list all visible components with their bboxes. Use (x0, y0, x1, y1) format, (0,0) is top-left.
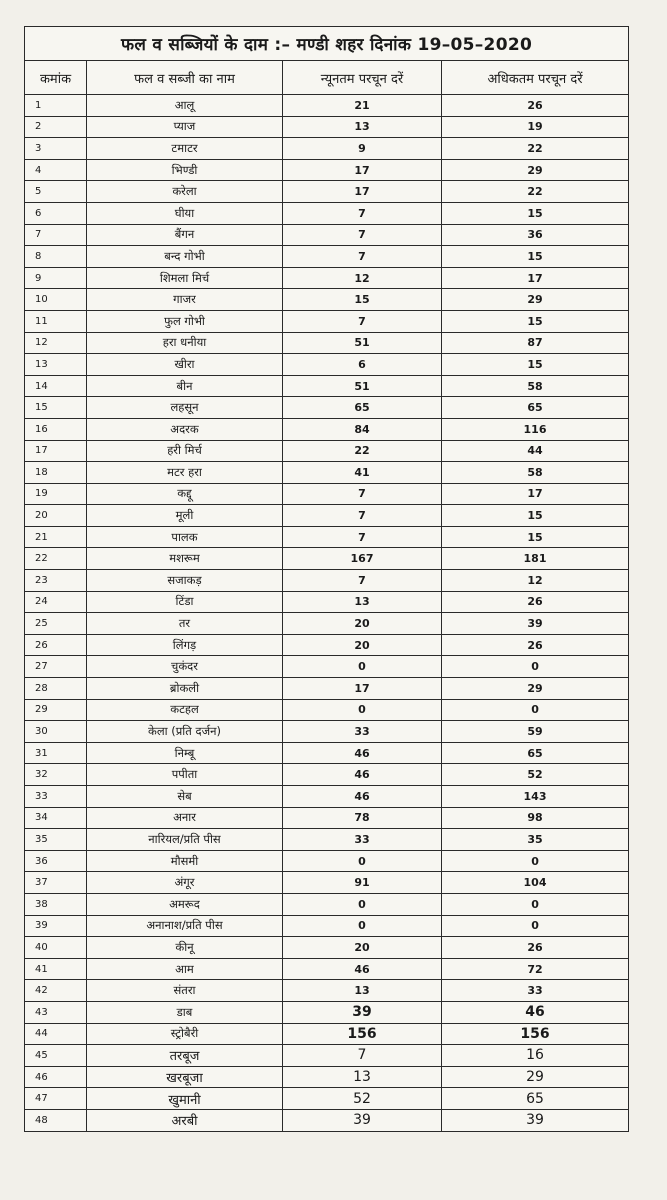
row-min-rate: 46 (283, 764, 442, 786)
row-min-rate: 7 (283, 526, 442, 548)
row-item-name: खरबूजा (87, 1066, 283, 1088)
row-min-rate: 7 (283, 224, 442, 246)
table-row (25, 397, 629, 419)
row-serial: 45 (25, 1045, 87, 1067)
row-item-name: आलू (87, 95, 283, 117)
row-max-rate: 15 (442, 505, 629, 527)
row-item-name: तरबूज (87, 1045, 283, 1067)
row-serial: 3 (25, 138, 87, 160)
row-min-rate: 7 (283, 1045, 442, 1067)
row-max-rate: 19 (442, 116, 629, 138)
row-max-rate: 0 (442, 850, 629, 872)
row-item-name: लहसून (87, 397, 283, 419)
row-serial: 9 (25, 267, 87, 289)
row-min-rate: 46 (283, 786, 442, 808)
table-row (25, 786, 629, 808)
row-min-rate: 46 (283, 742, 442, 764)
row-serial: 25 (25, 613, 87, 635)
row-item-name: हरी मिर्च (87, 440, 283, 462)
row-serial: 31 (25, 742, 87, 764)
row-min-rate: 15 (283, 289, 442, 311)
row-min-rate: 156 (283, 1023, 442, 1045)
row-max-rate: 46 (442, 1001, 629, 1023)
row-max-rate: 36 (442, 224, 629, 246)
table-row (25, 138, 629, 160)
row-serial: 5 (25, 181, 87, 203)
row-max-rate: 181 (442, 548, 629, 570)
row-item-name: हरा धनीया (87, 332, 283, 354)
page-title: फल व सब्जियों के दाम :– मण्डी शहर दिनांक 19–05–2020 (25, 27, 629, 61)
row-max-rate: 0 (442, 699, 629, 721)
row-serial: 12 (25, 332, 87, 354)
row-max-rate: 15 (442, 202, 629, 224)
row-min-rate: 0 (283, 893, 442, 915)
row-min-rate: 39 (283, 1109, 442, 1131)
row-min-rate: 39 (283, 1001, 442, 1023)
row-max-rate: 59 (442, 721, 629, 743)
row-max-rate: 29 (442, 289, 629, 311)
table-row (25, 613, 629, 635)
row-min-rate: 91 (283, 872, 442, 894)
row-serial: 13 (25, 354, 87, 376)
row-serial: 27 (25, 656, 87, 678)
row-min-rate: 9 (283, 138, 442, 160)
table-row (25, 850, 629, 872)
row-item-name: मौसमी (87, 850, 283, 872)
table-row (25, 872, 629, 894)
row-item-name: स्ट्रोबैरी (87, 1023, 283, 1045)
price-table (24, 26, 629, 1132)
row-item-name: मशरूम (87, 548, 283, 570)
row-item-name: मूली (87, 505, 283, 527)
row-min-rate: 21 (283, 95, 442, 117)
row-serial: 24 (25, 591, 87, 613)
header-serial: कमांक (25, 61, 87, 95)
row-serial: 42 (25, 980, 87, 1002)
row-min-rate: 13 (283, 980, 442, 1002)
row-item-name: बैंगन (87, 224, 283, 246)
row-max-rate: 65 (442, 742, 629, 764)
row-min-rate: 7 (283, 246, 442, 268)
table-row (25, 310, 629, 332)
row-min-rate: 17 (283, 159, 442, 181)
row-serial: 35 (25, 829, 87, 851)
row-max-rate: 29 (442, 678, 629, 700)
row-min-rate: 7 (283, 202, 442, 224)
table-row (25, 267, 629, 289)
row-min-rate: 12 (283, 267, 442, 289)
row-serial: 29 (25, 699, 87, 721)
row-max-rate: 58 (442, 375, 629, 397)
row-serial: 33 (25, 786, 87, 808)
row-min-rate: 0 (283, 699, 442, 721)
row-serial: 6 (25, 202, 87, 224)
row-item-name: सजाकड़ (87, 570, 283, 592)
table-row (25, 893, 629, 915)
row-item-name: भिण्डी (87, 159, 283, 181)
table-row (25, 202, 629, 224)
row-item-name: ब्रोकली (87, 678, 283, 700)
header-row (25, 61, 629, 95)
row-min-rate: 7 (283, 310, 442, 332)
row-serial: 4 (25, 159, 87, 181)
row-serial: 21 (25, 526, 87, 548)
row-max-rate: 44 (442, 440, 629, 462)
row-serial: 37 (25, 872, 87, 894)
row-min-rate: 78 (283, 807, 442, 829)
table-row (25, 332, 629, 354)
row-serial: 20 (25, 505, 87, 527)
row-serial: 39 (25, 915, 87, 937)
row-serial: 10 (25, 289, 87, 311)
row-item-name: लिंगड़ (87, 634, 283, 656)
table-row (25, 418, 629, 440)
row-min-rate: 20 (283, 634, 442, 656)
table-row (25, 462, 629, 484)
row-max-rate: 87 (442, 332, 629, 354)
row-item-name: फुल गोभी (87, 310, 283, 332)
row-min-rate: 33 (283, 829, 442, 851)
row-item-name: पपीता (87, 764, 283, 786)
table-row (25, 1045, 629, 1067)
table-row (25, 483, 629, 505)
table-row (25, 958, 629, 980)
row-item-name: निम्बू (87, 742, 283, 764)
header-item-name: फल व सब्जी का नाम (87, 61, 283, 95)
row-item-name: संतरा (87, 980, 283, 1002)
table-body (25, 95, 629, 1132)
row-item-name: आम (87, 958, 283, 980)
row-item-name: टमाटर (87, 138, 283, 160)
row-item-name: टिंडा (87, 591, 283, 613)
table-row (25, 1088, 629, 1110)
row-serial: 22 (25, 548, 87, 570)
row-max-rate: 15 (442, 354, 629, 376)
header-max-rate: अधिकतम परचून दरें (442, 61, 629, 95)
row-serial: 19 (25, 483, 87, 505)
row-item-name: कद्दू (87, 483, 283, 505)
row-item-name: अंगूर (87, 872, 283, 894)
row-serial: 43 (25, 1001, 87, 1023)
row-max-rate: 22 (442, 181, 629, 203)
row-min-rate: 22 (283, 440, 442, 462)
row-min-rate: 13 (283, 116, 442, 138)
table-row (25, 678, 629, 700)
row-max-rate: 29 (442, 1066, 629, 1088)
row-min-rate: 0 (283, 915, 442, 937)
row-serial: 32 (25, 764, 87, 786)
row-max-rate: 98 (442, 807, 629, 829)
row-serial: 47 (25, 1088, 87, 1110)
row-min-rate: 17 (283, 181, 442, 203)
row-min-rate: 84 (283, 418, 442, 440)
row-max-rate: 39 (442, 613, 629, 635)
row-max-rate: 35 (442, 829, 629, 851)
price-sheet (24, 26, 628, 1132)
row-item-name: तर (87, 613, 283, 635)
row-item-name: सेब (87, 786, 283, 808)
row-min-rate: 7 (283, 483, 442, 505)
row-max-rate: 33 (442, 980, 629, 1002)
row-item-name: घीया (87, 202, 283, 224)
row-item-name: करेला (87, 181, 283, 203)
table-row (25, 1066, 629, 1088)
row-item-name: डाब (87, 1001, 283, 1023)
row-serial: 17 (25, 440, 87, 462)
table-row (25, 224, 629, 246)
row-min-rate: 65 (283, 397, 442, 419)
row-item-name: अदरक (87, 418, 283, 440)
row-serial: 14 (25, 375, 87, 397)
row-item-name: कीनू (87, 937, 283, 959)
row-min-rate: 13 (283, 591, 442, 613)
table-row (25, 721, 629, 743)
row-serial: 34 (25, 807, 87, 829)
row-min-rate: 0 (283, 850, 442, 872)
row-min-rate: 33 (283, 721, 442, 743)
row-min-rate: 20 (283, 937, 442, 959)
row-item-name: बन्द गोभी (87, 246, 283, 268)
row-item-name: मटर हरा (87, 462, 283, 484)
header-min-rate: न्यूनतम परचून दरें (283, 61, 442, 95)
row-max-rate: 58 (442, 462, 629, 484)
row-serial: 16 (25, 418, 87, 440)
row-item-name: गाजर (87, 289, 283, 311)
row-max-rate: 17 (442, 483, 629, 505)
row-item-name: अनार (87, 807, 283, 829)
row-max-rate: 143 (442, 786, 629, 808)
table-row (25, 807, 629, 829)
row-max-rate: 29 (442, 159, 629, 181)
row-serial: 40 (25, 937, 87, 959)
table-row (25, 440, 629, 462)
table-row (25, 915, 629, 937)
row-max-rate: 0 (442, 915, 629, 937)
row-item-name: बीन (87, 375, 283, 397)
row-serial: 38 (25, 893, 87, 915)
table-row (25, 764, 629, 786)
row-serial: 8 (25, 246, 87, 268)
table-row (25, 829, 629, 851)
row-max-rate: 15 (442, 526, 629, 548)
row-max-rate: 65 (442, 1088, 629, 1110)
table-row (25, 656, 629, 678)
row-max-rate: 26 (442, 591, 629, 613)
table-row (25, 1001, 629, 1023)
row-serial: 2 (25, 116, 87, 138)
row-min-rate: 41 (283, 462, 442, 484)
table-row (25, 289, 629, 311)
table-row (25, 505, 629, 527)
row-max-rate: 52 (442, 764, 629, 786)
row-item-name: पालक (87, 526, 283, 548)
row-max-rate: 22 (442, 138, 629, 160)
row-max-rate: 65 (442, 397, 629, 419)
table-row (25, 181, 629, 203)
row-min-rate: 0 (283, 656, 442, 678)
row-serial: 48 (25, 1109, 87, 1131)
table-row (25, 526, 629, 548)
row-item-name: अनानाश/प्रति पीस (87, 915, 283, 937)
table-row (25, 570, 629, 592)
table-row (25, 591, 629, 613)
table-row (25, 375, 629, 397)
table-row (25, 159, 629, 181)
row-max-rate: 16 (442, 1045, 629, 1067)
row-min-rate: 46 (283, 958, 442, 980)
row-item-name: केला (प्रति दर्जन) (87, 721, 283, 743)
table-row (25, 116, 629, 138)
row-serial: 23 (25, 570, 87, 592)
row-item-name: शिमला मिर्च (87, 267, 283, 289)
row-max-rate: 39 (442, 1109, 629, 1131)
row-min-rate: 17 (283, 678, 442, 700)
table-row (25, 980, 629, 1002)
row-min-rate: 51 (283, 332, 442, 354)
table-row (25, 246, 629, 268)
row-serial: 11 (25, 310, 87, 332)
row-min-rate: 7 (283, 505, 442, 527)
table-row (25, 742, 629, 764)
row-min-rate: 6 (283, 354, 442, 376)
row-max-rate: 104 (442, 872, 629, 894)
row-item-name: अरबी (87, 1109, 283, 1131)
row-min-rate: 51 (283, 375, 442, 397)
row-serial: 44 (25, 1023, 87, 1045)
row-max-rate: 72 (442, 958, 629, 980)
row-max-rate: 15 (442, 310, 629, 332)
row-serial: 1 (25, 95, 87, 117)
row-max-rate: 17 (442, 267, 629, 289)
row-min-rate: 52 (283, 1088, 442, 1110)
row-min-rate: 13 (283, 1066, 442, 1088)
row-serial: 7 (25, 224, 87, 246)
row-item-name: प्याज (87, 116, 283, 138)
row-max-rate: 116 (442, 418, 629, 440)
row-max-rate: 156 (442, 1023, 629, 1045)
row-serial: 30 (25, 721, 87, 743)
row-item-name: कटहल (87, 699, 283, 721)
row-serial: 46 (25, 1066, 87, 1088)
row-max-rate: 12 (442, 570, 629, 592)
row-serial: 15 (25, 397, 87, 419)
table-row (25, 937, 629, 959)
row-serial: 41 (25, 958, 87, 980)
row-min-rate: 167 (283, 548, 442, 570)
row-min-rate: 20 (283, 613, 442, 635)
table-row (25, 634, 629, 656)
row-item-name: चुकंदर (87, 656, 283, 678)
title-row (25, 27, 629, 61)
row-max-rate: 15 (442, 246, 629, 268)
row-max-rate: 26 (442, 95, 629, 117)
row-max-rate: 26 (442, 634, 629, 656)
row-item-name: नारियल/प्रति पीस (87, 829, 283, 851)
row-serial: 26 (25, 634, 87, 656)
row-max-rate: 0 (442, 656, 629, 678)
row-item-name: खीरा (87, 354, 283, 376)
table-row (25, 699, 629, 721)
table-row (25, 1109, 629, 1131)
row-max-rate: 26 (442, 937, 629, 959)
table-row (25, 548, 629, 570)
row-max-rate: 0 (442, 893, 629, 915)
row-min-rate: 7 (283, 570, 442, 592)
row-serial: 28 (25, 678, 87, 700)
row-serial: 18 (25, 462, 87, 484)
row-serial: 36 (25, 850, 87, 872)
table-row (25, 95, 629, 117)
table-row (25, 1023, 629, 1045)
row-item-name: अमरूद (87, 893, 283, 915)
row-item-name: खुमानी (87, 1088, 283, 1110)
table-row (25, 354, 629, 376)
